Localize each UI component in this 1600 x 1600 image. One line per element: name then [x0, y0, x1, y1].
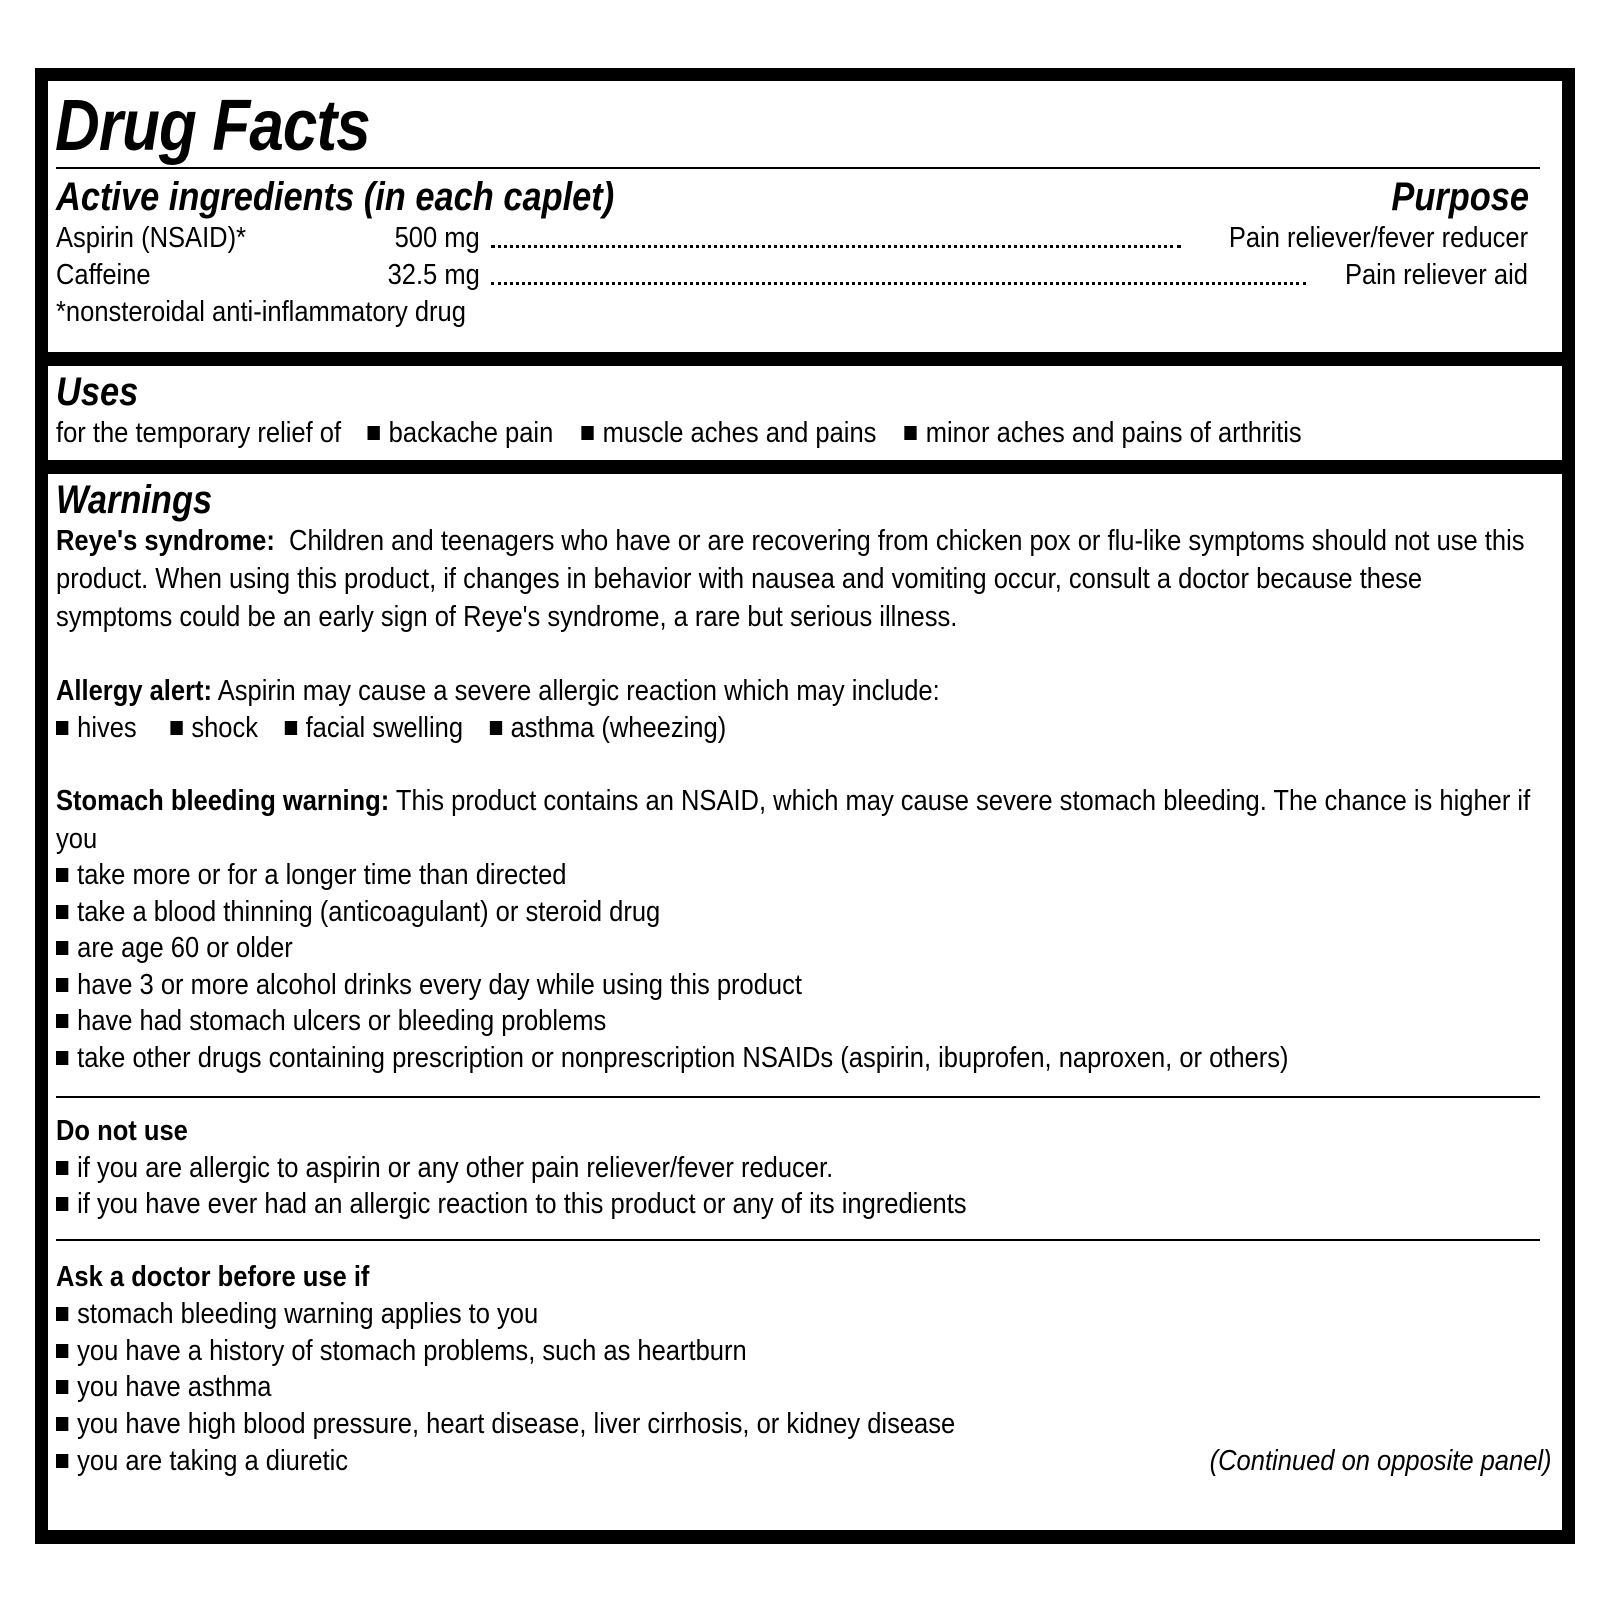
bullet-square-icon	[56, 721, 68, 735]
list-item: you have high blood pressure, heart disease, liver cirrhosis, or kidney disease	[56, 1405, 955, 1443]
list-item: minor aches and pains of arthritis	[905, 417, 1302, 449]
page-title: Drug Facts	[55, 86, 370, 166]
bullet-square-icon	[56, 1344, 68, 1358]
uses-heading: Uses	[56, 370, 139, 414]
do-not-use-heading: Do not use	[56, 1115, 188, 1147]
list-item: hives	[56, 712, 137, 744]
ingredient-purpose: Pain reliever aid	[1345, 259, 1528, 291]
leader-dots	[491, 245, 1181, 248]
drug-facts-label	[35, 68, 1575, 1544]
bullet-square-icon	[905, 426, 917, 440]
list-item: are age 60 or older	[56, 929, 293, 967]
ingredient-amount: 32.5 mg	[387, 259, 480, 291]
bullet-square-icon	[581, 426, 593, 440]
stomach-text: This product contains an NSAID, which may cause severe stomach bleeding. The chance is higher if you	[56, 785, 1531, 855]
reye-label: Reye's syndrome:	[56, 525, 275, 557]
list-item: stomach bleeding warning applies to you	[56, 1295, 538, 1333]
list-item: take other drugs containing prescription or nonprescription NSAIDs (aspirin, ibuprofen, naproxen, or others)	[56, 1039, 1289, 1077]
purpose-heading: Purpose	[1391, 175, 1529, 219]
bullet-square-icon	[56, 1014, 68, 1028]
list-item: shock	[170, 712, 258, 744]
list-item: have 3 or more alcohol drinks every day while using this product	[56, 966, 802, 1004]
bullet-square-icon	[56, 868, 68, 882]
allergy-list	[56, 709, 726, 747]
list-item: if you are allergic to aspirin or any other pain reliever/fever reducer.	[56, 1149, 833, 1187]
warnings-panel	[48, 474, 1562, 1530]
active-ingredients-panel	[48, 81, 1562, 352]
list-item: you have asthma	[56, 1368, 271, 1406]
allergy-text: Aspirin may cause a severe allergic reaction which may include:	[217, 675, 940, 707]
bullet-square-icon	[56, 1161, 68, 1175]
reye-text: Children and teenagers who have or are recovering from chicken pox or flu-like symptoms should not use this product. When using this product, if changes in behavior with nausea and vomiting occur, consult a doctor because these symptoms could be an early sign of Reye's syndrome, a rare but serious illness.	[56, 525, 1525, 633]
ask-doctor-heading: Ask a doctor before use if	[56, 1261, 370, 1293]
section-divider	[56, 1239, 1540, 1241]
title-divider	[56, 167, 1540, 169]
bullet-square-icon	[489, 721, 501, 735]
footnote: *nonsteroidal anti-inflammatory drug	[56, 296, 466, 328]
list-item: take more or for a longer time than directed	[56, 856, 567, 894]
ingredient-name: Aspirin (NSAID)*	[56, 222, 247, 254]
bullet-square-icon	[56, 941, 68, 955]
ingredient-name: Caffeine	[56, 259, 151, 291]
bullet-square-icon	[284, 721, 296, 735]
bullet-square-icon	[368, 426, 380, 440]
uses-panel	[48, 366, 1562, 460]
uses-intro: for the temporary relief of	[56, 417, 342, 449]
list-item: asthma (wheezing)	[489, 712, 726, 744]
bullet-square-icon	[56, 978, 68, 992]
stomach-label: Stomach bleeding warning:	[56, 785, 390, 817]
list-item: muscle aches and pains	[581, 417, 876, 449]
ingredient-amount: 500 mg	[394, 222, 480, 254]
bullet-square-icon	[56, 1417, 68, 1431]
list-item: take a blood thinning (anticoagulant) or steroid drug	[56, 893, 660, 931]
bullet-square-icon	[56, 905, 68, 919]
bullet-square-icon	[56, 1197, 68, 1211]
list-item: you have a history of stomach problems, such as heartburn	[56, 1332, 747, 1370]
section-divider	[56, 1096, 1540, 1098]
bullet-square-icon	[56, 1051, 68, 1065]
ingredient-purpose: Pain reliever/fever reducer	[1228, 222, 1528, 254]
active-ingredients-heading: Active ingredients (in each caplet)	[56, 175, 615, 219]
bullet-square-icon	[56, 1307, 68, 1321]
bullet-square-icon	[170, 721, 182, 735]
reye-syndrome-warning	[56, 522, 1534, 636]
bullet-square-icon	[56, 1454, 68, 1468]
bullet-square-icon	[56, 1380, 68, 1394]
warnings-heading: Warnings	[56, 478, 213, 522]
uses-line	[56, 414, 1302, 452]
list-item: have had stomach ulcers or bleeding problems	[56, 1002, 606, 1040]
list-item: backache pain	[368, 417, 554, 449]
list-item: you are taking a diuretic	[56, 1442, 348, 1480]
leader-dots	[491, 282, 1306, 285]
allergy-label: Allergy alert:	[56, 675, 213, 707]
list-item: if you have ever had an allergic reaction to this product or any of its ingredients	[56, 1185, 967, 1223]
stomach-bleeding-warning	[56, 782, 1534, 858]
continued-note: (Continued on opposite panel)	[1210, 1445, 1552, 1477]
list-item: facial swelling	[284, 712, 463, 744]
allergy-alert	[56, 672, 940, 710]
